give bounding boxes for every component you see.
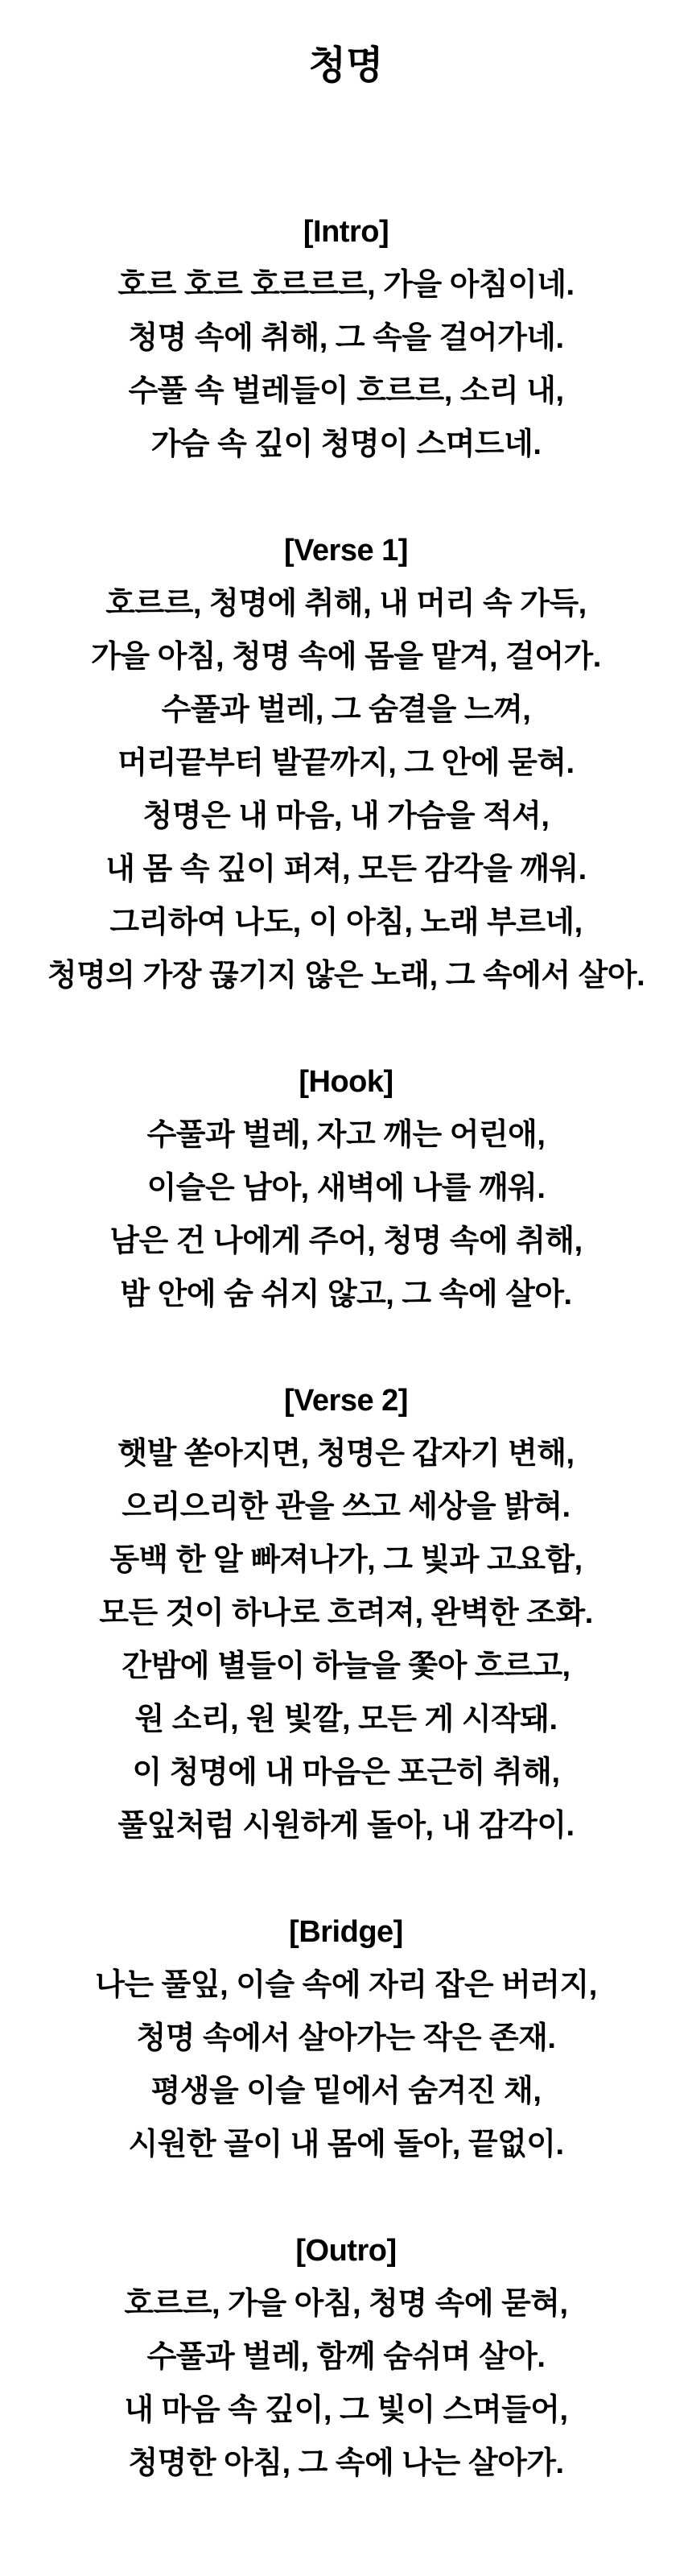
lyric-line: 그리하여 나도, 이 아침, 노래 부르네, [109, 906, 583, 939]
lyric-line: 이슬은 남아, 새벽에 나를 깨워. [146, 1171, 546, 1205]
lyric-line: 나는 풀잎, 이슬 속에 자리 잡은 버러지, [95, 1968, 597, 2002]
song-title: 청명 [308, 44, 384, 87]
section-label: [Intro] [303, 215, 389, 249]
lyric-line: 청명 속에 취해, 그 속을 걸어가네. [128, 321, 564, 355]
lyric-line: 햇발 쏟아지면, 청명은 갑자기 변해, [117, 1437, 575, 1471]
lyric-line: 간밤에 별들이 하늘을 쫓아 흐르고, [122, 1649, 570, 1683]
lyric-line: 호르르, 청명에 취해, 내 머리 속 가득, [105, 587, 587, 621]
section-label: [Verse 2] [284, 1384, 408, 1418]
section-label: [Bridge] [289, 1915, 403, 1949]
lyric-line: 밤 안에 숨 쉬지 않고, 그 속에 살아. [120, 1278, 572, 1311]
lyric-line: 으리으리한 관을 쓰고 세상을 밝혀. [122, 1490, 570, 1524]
section-hook [0, 1055, 692, 1321]
lyric-line: 수풀 속 벌레들이 흐르르, 소리 내, [128, 374, 564, 408]
section-bridge [0, 1905, 692, 2171]
lyric-line: 시원한 골이 내 몸에 돌아, 끝없이. [128, 2128, 564, 2161]
lyric-line: 호르 호르 호르르르, 가을 아침이네. [117, 268, 575, 302]
lyric-line: 가을 아침, 청명 속에 몸을 맡겨, 걸어가. [91, 640, 601, 674]
section-outro [0, 2224, 692, 2490]
lyric-line: 평생을 이슬 밑에서 숨겨진 채, [150, 2074, 542, 2108]
lyric-line: 풀잎처럼 시원하게 돌아, 내 감각이. [117, 1809, 575, 1843]
section-label: [Hook] [299, 1065, 393, 1099]
lyric-line: 청명 속에서 살아가는 작은 존재. [136, 2021, 556, 2055]
lyric-line: 동백 한 알 빠져나가, 그 빛과 고요함, [109, 1543, 583, 1577]
section-intro [0, 205, 692, 471]
lyric-line: 이 청명에 내 마음은 포근히 취해, [132, 1756, 560, 1790]
lyric-line: 원 소리, 원 빛깔, 모든 게 시작돼. [134, 1703, 558, 1736]
lyric-line: 청명의 가장 끊기지 않은 노래, 그 속에서 살아. [47, 959, 645, 993]
lyric-line: 청명은 내 마음, 내 가슴을 적셔, [142, 799, 550, 833]
section-verse-2 [0, 1374, 692, 1852]
lyric-line: 내 마음 속 깊이, 그 빛이 스며들어, [124, 2393, 568, 2427]
lyric-line: 수풀과 벌레, 자고 깨는 어린애, [146, 1118, 546, 1152]
lyric-line: 수풀과 벌레, 그 숨결을 느껴, [161, 693, 531, 727]
lyric-line: 내 몸 속 깊이 퍼져, 모든 감각을 깨워. [105, 852, 587, 886]
lyric-line: 호르르, 가을 아침, 청명 속에 묻혀, [124, 2287, 568, 2321]
lyric-line: 수풀과 벌레, 함께 숨쉬며 살아. [146, 2340, 546, 2374]
lyric-line: 모든 것이 하나로 흐려져, 완벽한 조화. [99, 1596, 593, 1630]
lyric-line: 가슴 속 깊이 청명이 스며드네. [150, 427, 542, 461]
lyric-line: 청명한 아침, 그 속에 나는 살아가. [128, 2446, 564, 2480]
section-verse-1 [0, 524, 692, 1002]
lyric-line: 머리끝부터 발끝까지, 그 안에 묻혀. [117, 746, 575, 780]
lyric-line: 남은 건 나에게 주어, 청명 속에 취해, [109, 1224, 583, 1258]
section-label: [Verse 1] [284, 534, 408, 568]
section-label: [Outro] [295, 2234, 397, 2268]
